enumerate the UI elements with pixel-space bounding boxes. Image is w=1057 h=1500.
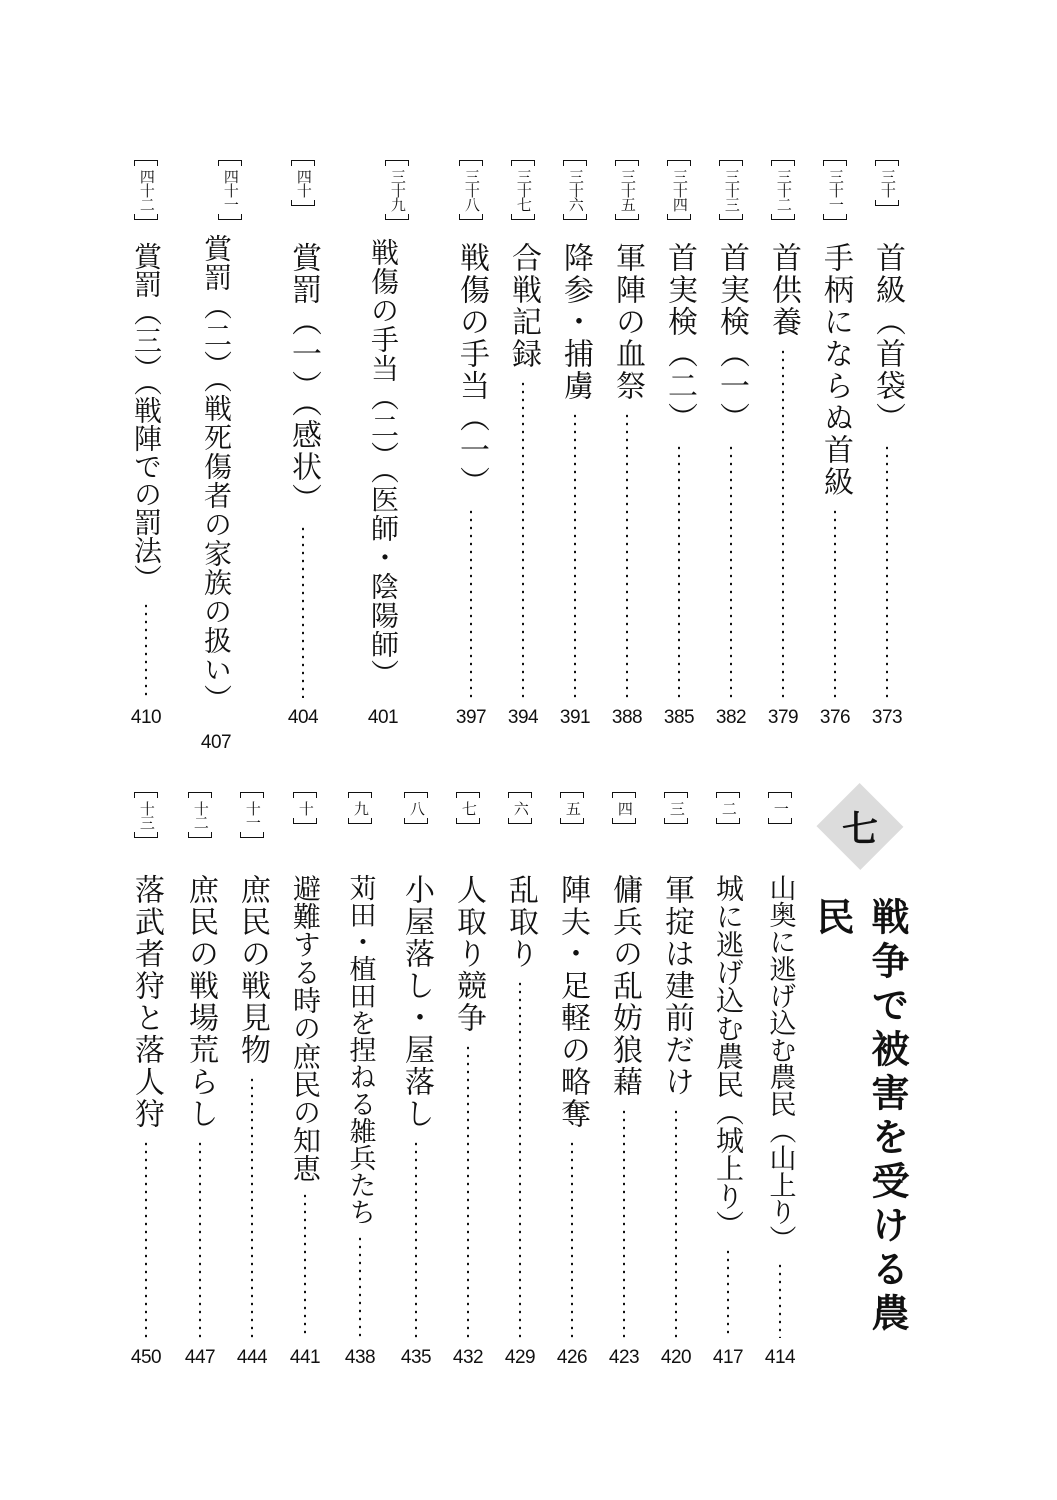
- toc-entry[interactable]: [451, 160, 491, 730]
- toc-entry[interactable]: [180, 792, 220, 1370]
- toc-entry[interactable]: [867, 160, 907, 730]
- entry-number: 四: [612, 792, 636, 860]
- entry-number: 三: [664, 792, 688, 860]
- page-number: 450: [130, 1347, 162, 1368]
- entry-title: 首実検（一）: [714, 242, 749, 434]
- entry-title: 賞罰（三）（戦陣での罰法）: [130, 242, 163, 592]
- entry-title: [193, 234, 239, 713]
- toc-entry[interactable]: [760, 792, 800, 1370]
- page-number: 407: [200, 732, 232, 753]
- entry-number: 九: [348, 792, 372, 860]
- entry-number: 十三: [134, 792, 158, 860]
- entry-title: 陣夫・足軽の略奪: [555, 874, 590, 1130]
- entry-number: 三十一: [823, 160, 847, 228]
- leader-dots: [251, 1076, 253, 1338]
- page-number: 420: [660, 1347, 692, 1368]
- entry-title: 首供養: [766, 242, 801, 338]
- leader-dots: [359, 1235, 361, 1338]
- entry-number: 七: [456, 792, 480, 860]
- entry-title-line: 戦傷の手当（二）: [367, 238, 400, 470]
- entry-number: 三十六: [563, 160, 587, 228]
- page-number: 382: [715, 707, 747, 728]
- entry-number: 一: [768, 792, 792, 860]
- leader-dots: [519, 980, 521, 1338]
- entry-number: 十一: [240, 792, 264, 860]
- entry-title: 戦傷の手当（一）: [454, 242, 489, 498]
- entry-title: 小屋落し・屋落し: [399, 874, 434, 1130]
- toc-entry[interactable]: [232, 792, 272, 1370]
- page-number: 376: [819, 707, 851, 728]
- page-number: 394: [507, 707, 539, 728]
- entry-title: 庶民の戦場荒らし: [183, 874, 218, 1130]
- entry-number: 三十二: [771, 160, 795, 228]
- entry-title: 乱取り: [503, 874, 538, 970]
- toc-entry[interactable]: [708, 792, 748, 1370]
- entry-number: 十: [293, 792, 317, 860]
- page-number: 438: [344, 1347, 376, 1368]
- page-number: 410: [130, 707, 162, 728]
- entry-title: 合戦記録: [506, 242, 541, 370]
- leader-dots: [626, 412, 628, 698]
- entry-number: 三十: [875, 160, 899, 228]
- entry-title: 庶民の戦見物: [235, 874, 270, 1066]
- toc-entry[interactable]: [656, 792, 696, 1370]
- toc-entry[interactable]: [659, 160, 699, 730]
- entry-number: 三十九: [385, 160, 409, 224]
- entry-subtitle: （戦死傷者の家族の扱い）: [200, 379, 233, 713]
- entry-title: [360, 238, 406, 688]
- leader-dots: [730, 444, 732, 698]
- page-number: 397: [455, 707, 487, 728]
- entry-title-line: 賞罰（二）: [200, 234, 233, 379]
- entry-number: 四十一: [218, 160, 242, 220]
- page-number: 391: [559, 707, 591, 728]
- page-number: 429: [504, 1347, 536, 1368]
- leader-dots: [304, 1192, 306, 1338]
- entry-title: 手柄にならぬ首級: [818, 242, 853, 498]
- page-number: 441: [289, 1347, 321, 1368]
- page-number: 426: [556, 1347, 588, 1368]
- chapter-heading: [810, 792, 910, 1372]
- toc-entry[interactable]: [448, 792, 488, 1370]
- entry-number: 三十七: [511, 160, 535, 228]
- leader-dots: [678, 444, 680, 698]
- leader-dots: [779, 1262, 781, 1338]
- entry-title: 避難する時の庶民の知恵: [289, 874, 322, 1182]
- entry-title: 首実検（二）: [662, 242, 697, 434]
- toc-entry[interactable]: [355, 160, 411, 730]
- leader-dots: [886, 444, 888, 698]
- page-number: 401: [367, 707, 399, 728]
- page-number: 423: [608, 1347, 640, 1368]
- entry-number: 四十: [291, 160, 315, 228]
- leader-dots: [571, 1140, 573, 1338]
- entry-title: 軍陣の血祭: [610, 242, 645, 402]
- toc-entry[interactable]: [604, 792, 644, 1370]
- leader-dots: [467, 1044, 469, 1338]
- entry-number: 二: [716, 792, 740, 860]
- entry-subtitle: （医師・陰陽師）: [367, 470, 400, 688]
- toc-entry[interactable]: [711, 160, 751, 730]
- entry-number: 十二: [188, 792, 212, 860]
- page-number: 414: [764, 1347, 796, 1368]
- toc-entry[interactable]: [126, 160, 166, 730]
- entry-title: 人取り競争: [451, 874, 486, 1034]
- entry-number: 八: [404, 792, 428, 860]
- entry-number: 三十三: [719, 160, 743, 228]
- toc-entry[interactable]: [763, 160, 803, 730]
- leader-dots: [470, 508, 472, 698]
- entry-number: 三十四: [667, 160, 691, 228]
- entry-number: 四十二: [134, 160, 158, 228]
- entry-title: 苅田・植田を捏ねる雑兵たち: [344, 874, 376, 1225]
- page-number: 388: [611, 707, 643, 728]
- toc-entry[interactable]: [555, 160, 595, 730]
- page-number: 444: [236, 1347, 268, 1368]
- entry-number: 三十五: [615, 160, 639, 228]
- entry-number: 六: [508, 792, 532, 860]
- leader-dots: [727, 1248, 729, 1338]
- entry-title: 軍掟は建前だけ: [659, 874, 694, 1098]
- toc-entry[interactable]: [126, 792, 166, 1370]
- entry-title: 賞罰（一）（感状）: [286, 242, 321, 515]
- page-number: 447: [184, 1347, 216, 1368]
- toc-entry[interactable]: [552, 792, 592, 1370]
- toc-entry[interactable]: [285, 792, 325, 1370]
- toc-entry[interactable]: [188, 160, 244, 753]
- chapter-number-badge: 七: [817, 783, 904, 870]
- toc-entry[interactable]: [500, 792, 540, 1370]
- leader-dots: [782, 348, 784, 698]
- page-number: 404: [287, 707, 319, 728]
- leader-dots: [302, 525, 304, 698]
- entry-number: 五: [560, 792, 584, 860]
- chapter-title: 戦争で被害を受ける農民: [810, 896, 910, 1337]
- entry-title: 山奥に逃げ込む農民（山上り）: [764, 874, 796, 1252]
- leader-dots: [675, 1108, 677, 1338]
- leader-dots: [574, 412, 576, 698]
- leader-dots: [145, 602, 147, 698]
- page-number: 435: [400, 1347, 432, 1368]
- toc-entry[interactable]: [283, 160, 323, 730]
- toc-entry[interactable]: [815, 160, 855, 730]
- entry-title: 降参・捕虜: [558, 242, 593, 402]
- leader-dots: [415, 1140, 417, 1338]
- entry-title: 落武者狩と落人狩: [129, 874, 164, 1130]
- page-number: 417: [712, 1347, 744, 1368]
- toc-entry[interactable]: [340, 792, 380, 1370]
- leader-dots: [199, 1140, 201, 1338]
- entry-number: 三十八: [459, 160, 483, 228]
- page-number: 385: [663, 707, 695, 728]
- toc-entry[interactable]: [396, 792, 436, 1370]
- leader-dots: [522, 380, 524, 698]
- leader-dots: [623, 1108, 625, 1338]
- page-number: 379: [767, 707, 799, 728]
- toc-entry[interactable]: [503, 160, 543, 730]
- entry-title: 城に逃げ込む農民（城上り）: [712, 874, 745, 1238]
- entry-title: 首級（首袋）: [870, 242, 905, 434]
- leader-dots: [834, 508, 836, 698]
- page-number: 373: [871, 707, 903, 728]
- entry-title: 傭兵の乱妨狼藉: [607, 874, 642, 1098]
- page-number: 432: [452, 1347, 484, 1368]
- toc-entry[interactable]: [607, 160, 647, 730]
- leader-dots: [145, 1140, 147, 1338]
